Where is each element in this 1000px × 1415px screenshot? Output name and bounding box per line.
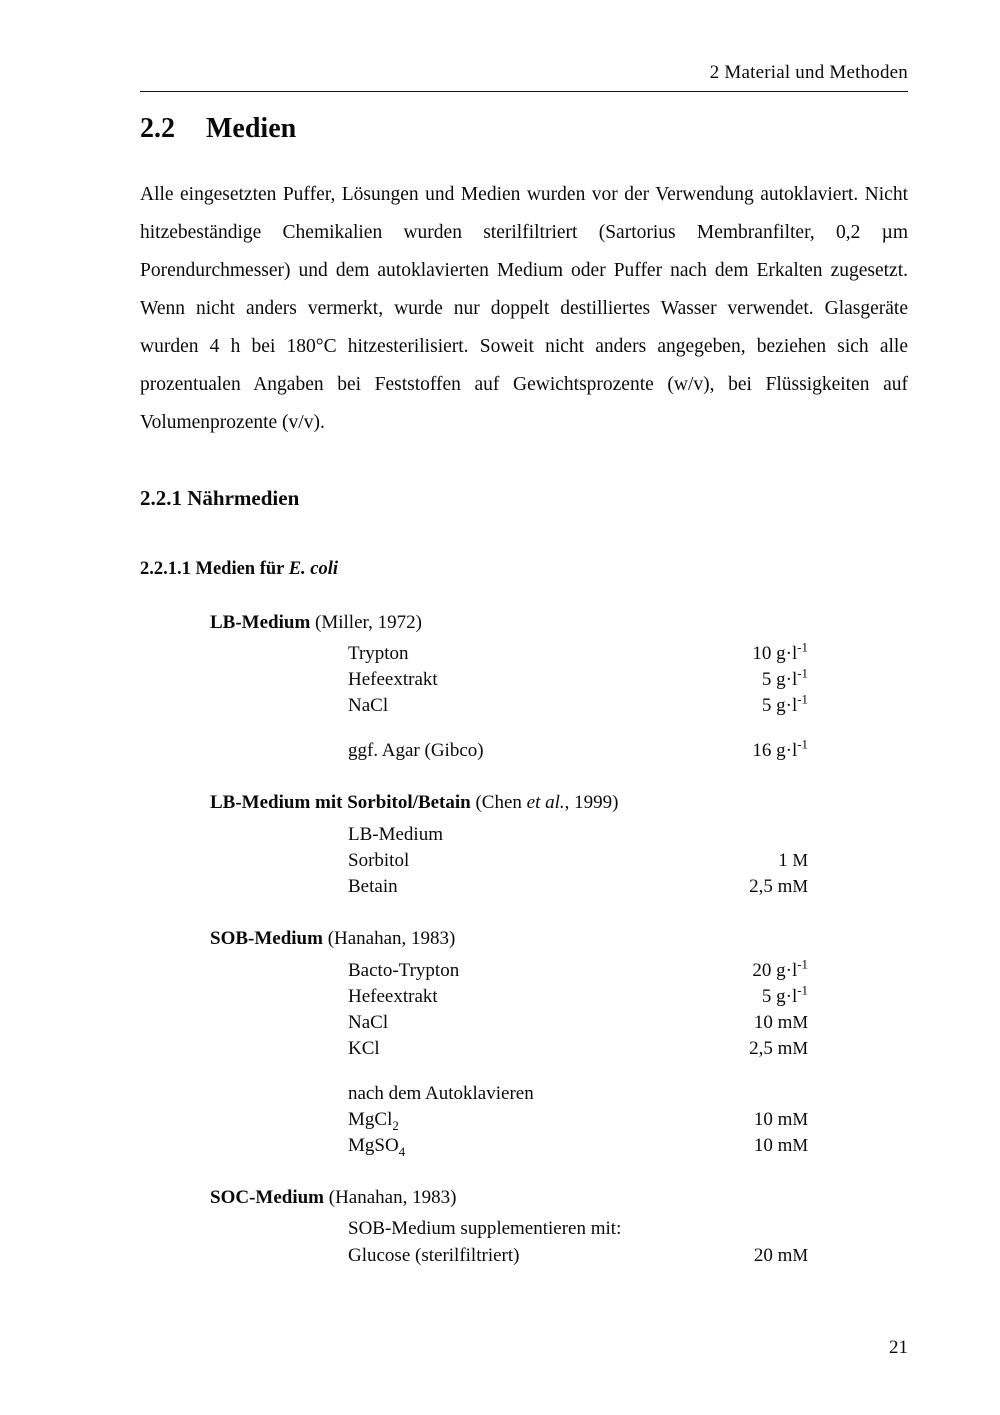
page-number: 21 [889, 1337, 908, 1358]
table-row [348, 822, 808, 848]
media-reference: (Miller, 1972) [310, 611, 422, 633]
ingredient-amount: 2,5 mM [749, 1037, 808, 1059]
ingredient-amount: 10 $g\cdot l^{-1}$ [752, 640, 808, 665]
table-spacer-row [348, 1062, 808, 1081]
media-list [140, 610, 908, 1269]
table-row [348, 667, 808, 693]
running-header: 2 Material und Methoden [709, 62, 908, 83]
ingredient-name: Hefeextrakt [348, 985, 438, 1007]
ingredient-amount: 5 $g\cdot l^{-1}$ [761, 692, 808, 717]
media-name: LB-Medium mit Sorbitol/Betain [210, 792, 471, 814]
section-number: 2.2 [140, 113, 175, 144]
ingredient-name: Betain [348, 876, 398, 898]
table-row [348, 1216, 808, 1242]
ingredient-name: LB-Medium [348, 824, 443, 846]
ingredient-name: MgCl$_2$ [348, 1108, 399, 1133]
ingredient-name: Glucose (sterilfiltriert) [348, 1244, 520, 1266]
table-row [348, 1036, 808, 1062]
intro-paragraph: Alle eingesetzten Puffer, Lösungen und Medien wurden vor der Verwendung autoklaviert. Nicht hitzebeständige Chemikalien wurden sterilfiltriert (Sartorius Membranfilter, 0,2 µm Porendurchmesser) und dem autoklavierten Medium oder Puffer nach dem Erkalten zugesetzt. Wenn nicht anders vermerkt, wurde nur doppelt destilliertes Wasser verwendet. Glasgeräte wurden 4 h bei 180°C hitzesterilisiert. Soweit nicht anders angegeben, beziehen sich alle prozentualen Angaben bei Feststoffen auf Gewichtsprozente (w/v), bei Flüssigkeiten auf Volumenprozente (v/v). [140, 183, 908, 433]
table-row [348, 1133, 808, 1159]
ingredient-name: Trypton [348, 643, 409, 665]
ingredient-name: Bacto-Trypton [348, 959, 460, 981]
media-reference: (Chen et al., 1999) [470, 792, 619, 814]
ingredient-amount: 10 mM [753, 1134, 808, 1156]
header-rule [140, 91, 908, 92]
table-row [348, 1081, 808, 1107]
table-row [348, 738, 808, 764]
page-content [140, 112, 908, 1269]
table-row [348, 693, 808, 719]
ingredient-name: NaCl [348, 1011, 389, 1033]
media-block [140, 610, 908, 765]
media-reference: (Hanahan, 1983) [324, 1186, 457, 1208]
section-title-text: Medien [206, 113, 297, 144]
table-row [348, 1243, 808, 1269]
ingredient-name: NaCl [348, 695, 389, 717]
media-block [140, 1185, 908, 1269]
media-heading [210, 790, 908, 816]
media-block [140, 926, 908, 1159]
table-row [348, 958, 808, 984]
ingredient-name: KCl [348, 1037, 380, 1059]
ingredient-name: nach dem Autoklavieren [348, 1082, 534, 1104]
ingredient-amount: 5 $g\cdot l^{-1}$ [761, 982, 808, 1007]
ingredient-amount: 2,5 mM [749, 876, 808, 898]
table-row [348, 874, 808, 900]
ingredient-amount: 20 mM [753, 1244, 808, 1266]
subsubsection-heading [140, 559, 908, 580]
ingredient-table [348, 958, 808, 1159]
subsubsection-prefix: 2.2.1.1 Medien für [140, 558, 289, 579]
ingredient-amount [698, 1216, 808, 1242]
table-row [348, 641, 808, 667]
ingredient-table [348, 1216, 808, 1268]
ingredient-amount [698, 1081, 808, 1107]
ingredient-name: Sorbitol [348, 850, 410, 872]
media-reference-italic: et al. [526, 792, 565, 814]
media-name: SOC-Medium [210, 1186, 324, 1208]
media-heading [210, 1185, 908, 1211]
ingredient-amount: 5 $g\cdot l^{-1}$ [761, 666, 808, 691]
ingredient-table [348, 641, 808, 764]
ingredient-table [348, 822, 808, 900]
ingredient-amount: 10 mM [753, 1011, 808, 1033]
media-name: SOB-Medium [210, 928, 323, 950]
ingredient-amount: 1 M [778, 850, 808, 872]
ingredient-amount [698, 822, 808, 848]
table-row [348, 848, 808, 874]
ingredient-name: ggf. Agar (Gibco) [348, 740, 484, 762]
media-heading [210, 610, 908, 636]
ingredient-amount: 20 $g\cdot l^{-1}$ [752, 956, 808, 981]
subsubsection-italic: E. coli [288, 558, 339, 579]
media-reference: (Hanahan, 1983) [322, 928, 456, 950]
table-spacer-row [348, 719, 808, 738]
section-heading [140, 112, 908, 146]
ingredient-name: MgSO$_4$ [348, 1134, 406, 1159]
media-heading [210, 926, 908, 952]
table-row [348, 984, 808, 1010]
subsection-heading: 2.2.1 Nährmedien [140, 485, 300, 510]
table-row [348, 1107, 808, 1133]
ingredient-name: Hefeextrakt [348, 669, 438, 691]
table-row [348, 1010, 808, 1036]
media-name: LB-Medium [210, 611, 311, 633]
ingredient-amount: 10 mM [753, 1108, 808, 1130]
media-block [140, 790, 908, 900]
ingredient-name: SOB-Medium supplementieren mit: [348, 1218, 622, 1240]
ingredient-amount: 16 $g\cdot l^{-1}$ [752, 737, 808, 762]
